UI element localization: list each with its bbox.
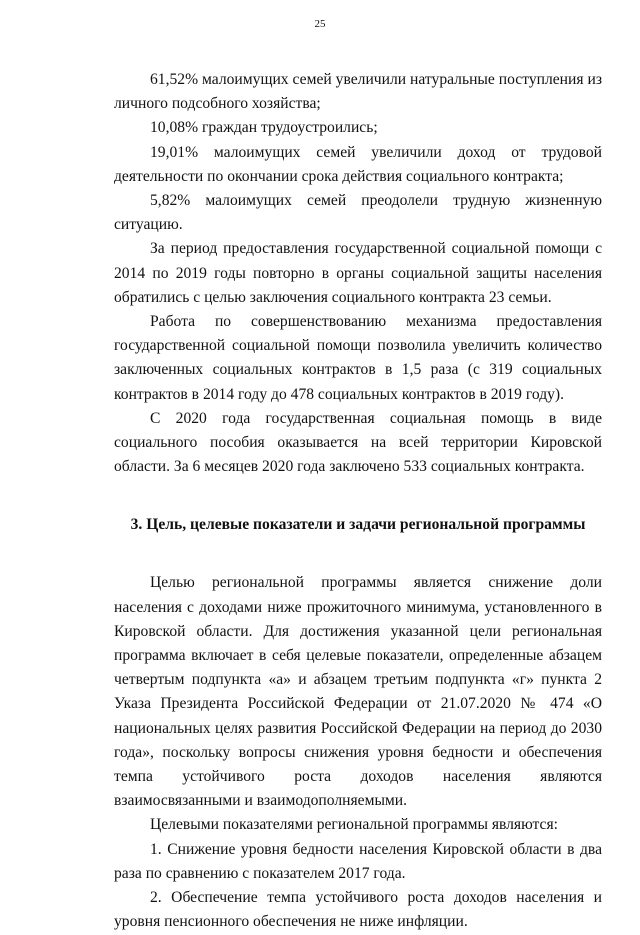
section-heading: 3. Цель, целевые показатели и задачи региональной программы xyxy=(130,516,586,534)
paragraph-2020-contracts: С 2020 года государственная социальная помощь в виде социального пособия оказывается на всей территории Кировской области. За 6 месяцев 2020 года заключено 533 социальных контракта. xyxy=(114,409,602,476)
page-number: 25 xyxy=(314,18,326,30)
paragraph-labor-income-increase: 19,01% малоимущих семей увеличили доход от трудовой деятельности по окончании срока действия социального контракта; xyxy=(114,143,602,185)
paragraph-target-indicators-intro: Целевыми показателями региональной программы являются: xyxy=(150,816,558,834)
paragraph-poor-families-natural-income: 61,52% малоимущих семей увеличили натуральные поступления из личного подсобного хозяйства; xyxy=(114,71,602,113)
document-body xyxy=(114,68,602,935)
paragraph-target-indicator-1: 1. Снижение уровня бедности населения Кировской области в два раза по сравнению с показателем 2017 года. xyxy=(114,840,602,882)
paragraph-program-goal: Целью региональной программы является снижение доли населения с доходами ниже прожиточного минимума, установленного в Кировской области. Для достижения указанной цели региональная программа включает в себя целевые показатели, определенные абзацем четвертым подпункта «а» и абзацем третьим подпункта «г» пункта 2 Указа Президента Российской Федерации от 21.07.2020 № 474 «О национальных целях развития Российской Федерации на период до 2030 года», поскольку вопросы снижения уровня бедности и обеспечения темпа устойчивого роста доходов населения являются взаимосвязанными и взаимодополняемыми. xyxy=(114,574,602,810)
paragraph-overcame-hardship: 5,82% малоимущих семей преодолели трудную жизненную ситуацию. xyxy=(114,192,602,234)
paragraph-contracts-growth: Работа по совершенствованию механизма предоставления государственной социальной помощи позволила увеличить количество заключенных социальных контрактов в 1,5 раза (с 319 социальных контрактов в 2014 году до 478 социальных контрактов в 2019 году). xyxy=(114,313,602,403)
paragraph-employed-citizens: 10,08% граждан трудоустроились; xyxy=(150,119,378,137)
paragraph-repeat-applications: За период предоставления государственной социальной помощи с 2014 по 2019 годы повторно в органы социальной защиты населения обратились с целью заключения социального контракта 23 семьи. xyxy=(114,240,602,306)
paragraph-target-indicator-2: 2. Обеспечение темпа устойчивого роста доходов населения и уровня пенсионного обеспечения не ниже инфляции. xyxy=(114,889,602,931)
